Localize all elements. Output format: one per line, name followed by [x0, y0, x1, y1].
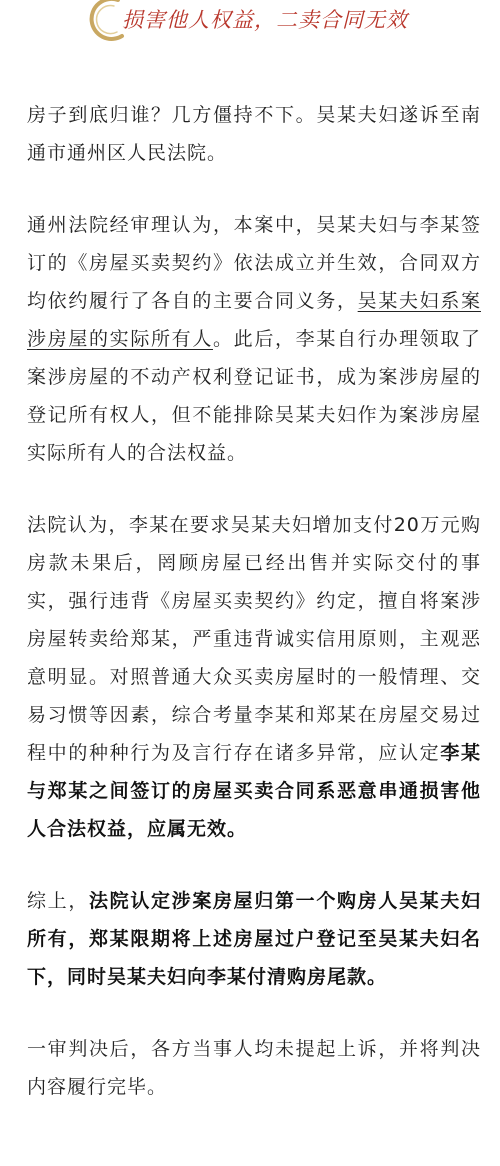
article-body [27, 96, 481, 1106]
article-section-header [0, 0, 500, 48]
paragraph-lawsuit: 房子到底归谁？几方僵持不下。吴某夫妇遂诉至南通市通州区人民法院。 [27, 104, 481, 164]
paragraph-text: 综上， [27, 890, 89, 912]
paragraph-text: 法院认为，李某在要求吴某夫妇增加支付20万元购房款未果后，罔顾房屋已经出售并实际交付的事实，强行违背《房屋买卖契约》约定，擅自将案涉房屋转卖给郑某，严重违背诚实信用原则，主观恶意明显。对照普通大众买卖房屋时的一般情理、交易习惯等因素，综合考量李某和郑某在房屋交易过程中的种种行为及言行存在诸多异常，应认定 [27, 514, 481, 764]
section-title: 损害他人权益，二卖合同无效 [122, 8, 408, 32]
bold-text: 李某与郑某之间签订的房屋买卖合同系恶意串通损害他人合法权益，应属无效。 [27, 742, 481, 840]
paragraph-text: 。此后，李某自行办理领取了案涉房屋的不动产权利登记证书，成为案涉房屋的登记所有权人，但不能排除吴某夫妇作为案涉房屋实际所有人的合法权益。 [27, 328, 481, 464]
paragraph-court-reasoning [27, 206, 481, 472]
paragraph-court-finding [27, 506, 481, 848]
paragraph-conclusion [27, 882, 481, 996]
underlined-text: 吴某夫妇系案涉房屋的实际所有人 [27, 290, 481, 350]
paragraph-outcome: 一审判决后，各方当事人均未提起上诉，并将判决内容履行完毕。 [27, 1038, 481, 1098]
bold-text: 法院认定涉案房屋归第一个购房人吴某夫妇所有，郑某限期将上述房屋过户登记至吴某夫妇名下，同时吴某夫妇向李某付清购房尾款。 [27, 890, 481, 988]
paragraph-text: 通州法院经审理认为，本案中，吴某夫妇与李某签订的《房屋买卖契约》依法成立并生效，合同双方均依约履行了各自的主要合同义务， [27, 214, 481, 312]
